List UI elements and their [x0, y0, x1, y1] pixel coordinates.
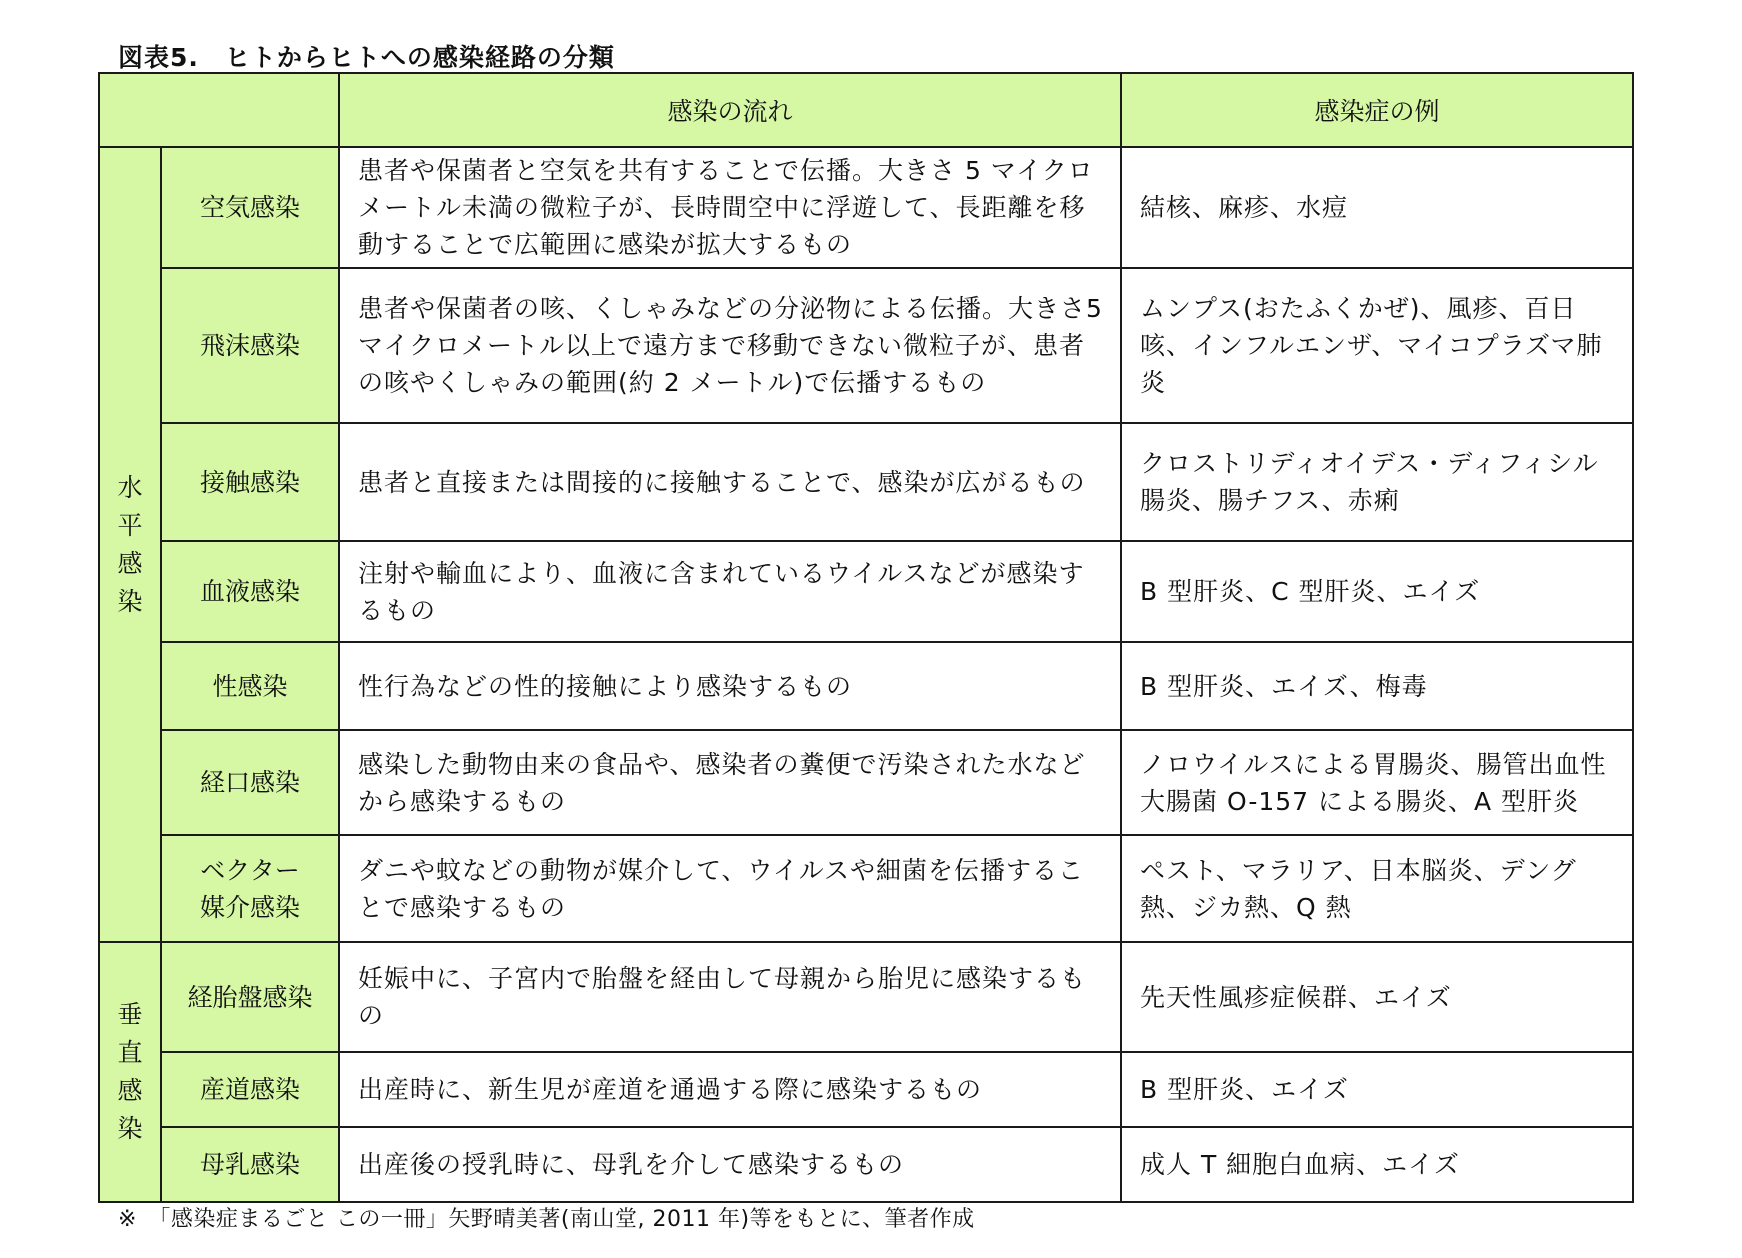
route-examples: ムンプス(おたふくかぜ)、風疹、百日咳、インフルエンザ、マイコプラズマ肺炎: [1121, 268, 1633, 423]
table-row: [99, 147, 1633, 268]
table-row: [99, 730, 1633, 835]
table-row: [99, 1052, 1633, 1127]
infection-route-table: [98, 72, 1634, 1203]
route-flow: 出産後の授乳時に、母乳を介して感染するもの: [339, 1127, 1121, 1202]
route-examples: B 型肝炎、エイズ: [1121, 1052, 1633, 1127]
route-type: 飛沫感染: [161, 268, 339, 423]
route-type: 経胎盤感染: [161, 942, 339, 1052]
route-flow: 妊娠中に、子宮内で胎盤を経由して母親から胎児に感染するもの: [339, 942, 1121, 1052]
table-row: [99, 642, 1633, 730]
header-examples: 感染症の例: [1121, 73, 1633, 147]
route-type: 性感染: [161, 642, 339, 730]
table-row: [99, 541, 1633, 642]
route-type: 母乳感染: [161, 1127, 339, 1202]
route-flow: 患者と直接または間接的に接触することで、感染が広がるもの: [339, 423, 1121, 541]
figure-title: 図表5. ヒトからヒトへの感染経路の分類: [118, 43, 615, 72]
route-examples: ノロウイルスによる胃腸炎、腸管出血性大腸菌 O-157 による腸炎、A 型肝炎: [1121, 730, 1633, 835]
table-row: [99, 423, 1633, 541]
route-flow: 性行為などの性的接触により感染するもの: [339, 642, 1121, 730]
route-examples: ペスト、マラリア、日本脳炎、デング熱、ジカ熱、Q 熱: [1121, 835, 1633, 942]
route-type: 空気感染: [161, 147, 339, 268]
route-flow: 患者や保菌者と空気を共有することで伝播。大きさ 5 マイクロメートル未満の微粒子が、長時間空中に浮遊して、長距離を移動することで広範囲に感染が拡大するもの: [339, 147, 1121, 268]
route-flow: ダニや蚊などの動物が媒介して、ウイルスや細菌を伝播することで感染するもの: [339, 835, 1121, 942]
route-examples: 結核、麻疹、水痘: [1121, 147, 1633, 268]
source-note: ※ 「感染症まるごと この一冊」矢野晴美著(南山堂, 2011 年)等をもとに、筆者作成: [118, 1207, 975, 1232]
route-examples: クロストリディオイデス・ディフィシル腸炎、腸チフス、赤痢: [1121, 423, 1633, 541]
route-type: 血液感染: [161, 541, 339, 642]
route-examples: B 型肝炎、エイズ、梅毒: [1121, 642, 1633, 730]
route-flow: 注射や輸血により、血液に含まれているウイルスなどが感染するもの: [339, 541, 1121, 642]
route-type: 経口感染: [161, 730, 339, 835]
route-flow: 感染した動物由来の食品や、感染者の糞便で汚染された水などから感染するもの: [339, 730, 1121, 835]
route-type: 接触感染: [161, 423, 339, 541]
category-vertical: 垂 直 感 染: [99, 942, 161, 1202]
route-examples: 成人 T 細胞白血病、エイズ: [1121, 1127, 1633, 1202]
category-horizontal: 水 平 感 染: [99, 147, 161, 942]
table-row: [99, 835, 1633, 942]
header-blank-cell: [99, 73, 339, 147]
route-type: 産道感染: [161, 1052, 339, 1127]
table-row: [99, 1127, 1633, 1202]
route-flow: 患者や保菌者の咳、くしゃみなどの分泌物による伝播。大きさ5マイクロメートル以上で遠方まで移動できない微粒子が、患者の咳やくしゃみの範囲(約 2 メートル)で伝播するもの: [339, 268, 1121, 423]
route-flow: 出産時に、新生児が産道を通過する際に感染するもの: [339, 1052, 1121, 1127]
route-type: ベクター 媒介感染: [161, 835, 339, 942]
route-examples: 先天性風疹症候群、エイズ: [1121, 942, 1633, 1052]
header-flow: 感染の流れ: [339, 73, 1121, 147]
table-row: [99, 268, 1633, 423]
table-row: [99, 942, 1633, 1052]
table-header-row: [99, 73, 1633, 147]
route-examples: B 型肝炎、C 型肝炎、エイズ: [1121, 541, 1633, 642]
